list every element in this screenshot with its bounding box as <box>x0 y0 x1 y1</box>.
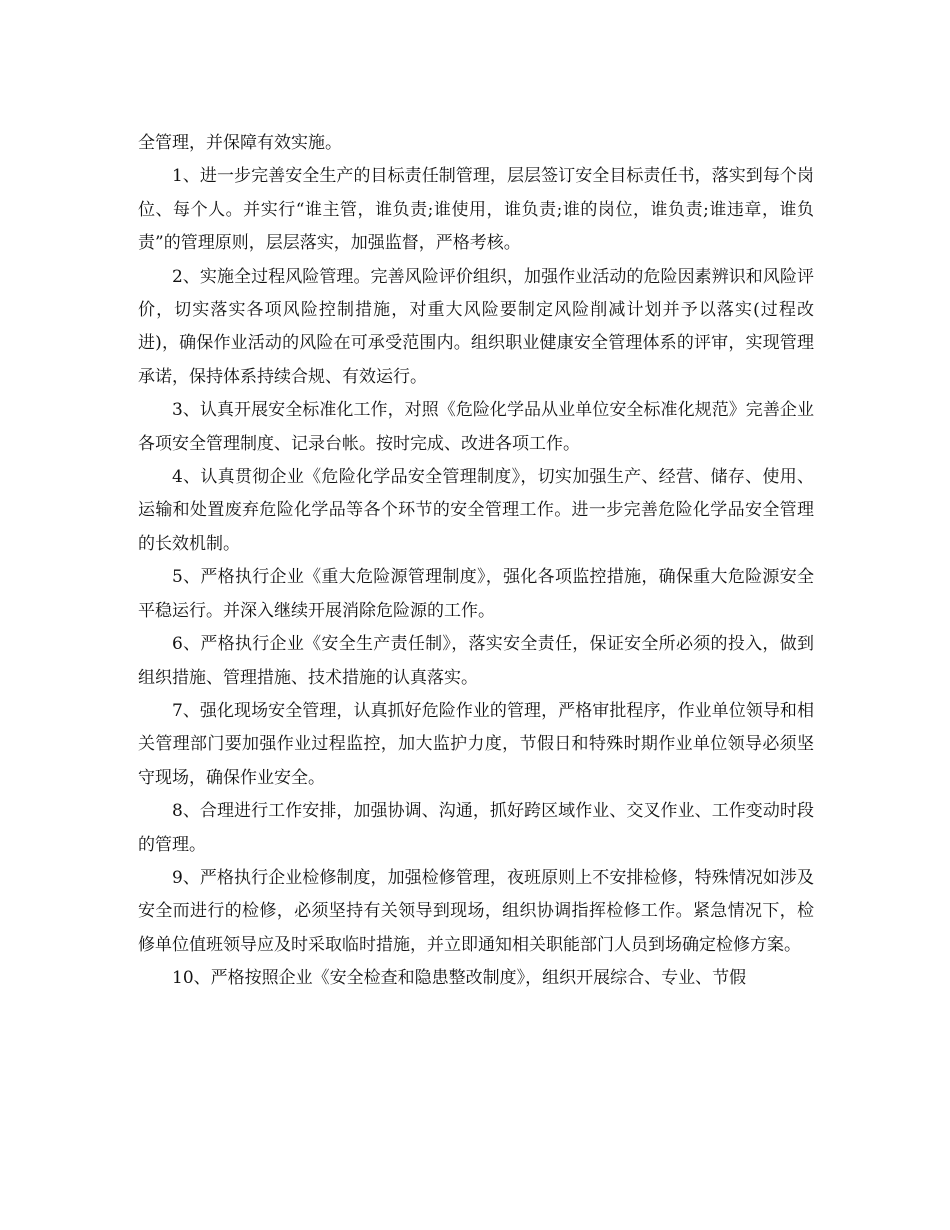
paragraph-item-8: 8、合理进行工作安排，加强协调、沟通，抓好跨区域作业、交叉作业、工作变动时段的管理。 <box>138 801 814 855</box>
paragraph-item-7: 7、强化现场安全管理，认真抓好危险作业的管理，严格审批程序，作业单位领导和相关管理部门要加强作业过程监控，加大监护力度，节假日和特殊时期作业单位领导必须坚守现场，确保作业安全。 <box>138 700 814 788</box>
document-page <box>138 127 814 996</box>
paragraph-item-4: 4、认真贯彻企业《危险化学品安全管理制度》，切实加强生产、经营、储存、使用、运输和处置废弃危险化学品等各个环节的安全管理工作。进一步完善危险化学品安全管理的长效机制。 <box>138 467 814 554</box>
paragraph-item-5: 5、严格执行企业《重大危险源管理制度》，强化各项监控措施，确保重大危险源安全平稳运行。并深入继续开展消除危险源的工作。 <box>138 567 814 621</box>
paragraph-item-1: 1、进一步完善安全生产的目标责任制管理，层层签订安全目标责任书，落实到每个岗位、每个人。并实行“谁主管，谁负责;谁使用，谁负责;谁的岗位，谁负责;谁违章，谁负责”的管理原则，层层落实，加强监督，严格考核。 <box>138 166 814 254</box>
paragraph-item-3: 3、认真开展安全标准化工作，对照《危险化学品从业单位安全标准化规范》完善企业各项安全管理制度、记录台帐。按时完成、改进各项工作。 <box>138 400 814 454</box>
paragraph-item-10: 10、严格按照企业《安全检查和隐患整改制度》，组织开展综合、专业、节假 <box>172 968 747 989</box>
paragraph-continuation: 全管理，并保障有效实施。 <box>138 133 342 153</box>
paragraph-item-2: 2、实施全过程风险管理。完善风险评价组织，加强作业活动的危险因素辨识和风险评价，切实落实各项风险控制措施，对重大风险要制定风险削减计划并予以落实(过程改进)，确保作业活动的风险在可承受范围内。组织职业健康安全管理体系的评审，实现管理承诺，保持体系持续合规、有效运行。 <box>138 266 814 387</box>
paragraph-item-9: 9、严格执行企业检修制度，加强检修管理，夜班原则上不安排检修，特殊情况如涉及安全而进行的检修，必须坚持有关领导到现场，组织协调指挥检修工作。紧急情况下，检修单位值班领导应及时采取临时措施，并立即通知相关职能部门人员到场确定检修方案。 <box>138 867 814 955</box>
paragraph-item-6: 6、严格执行企业《安全生产责任制》，落实安全责任，保证安全所必须的投入，做到组织措施、管理措施、技术措施的认真落实。 <box>138 634 814 688</box>
